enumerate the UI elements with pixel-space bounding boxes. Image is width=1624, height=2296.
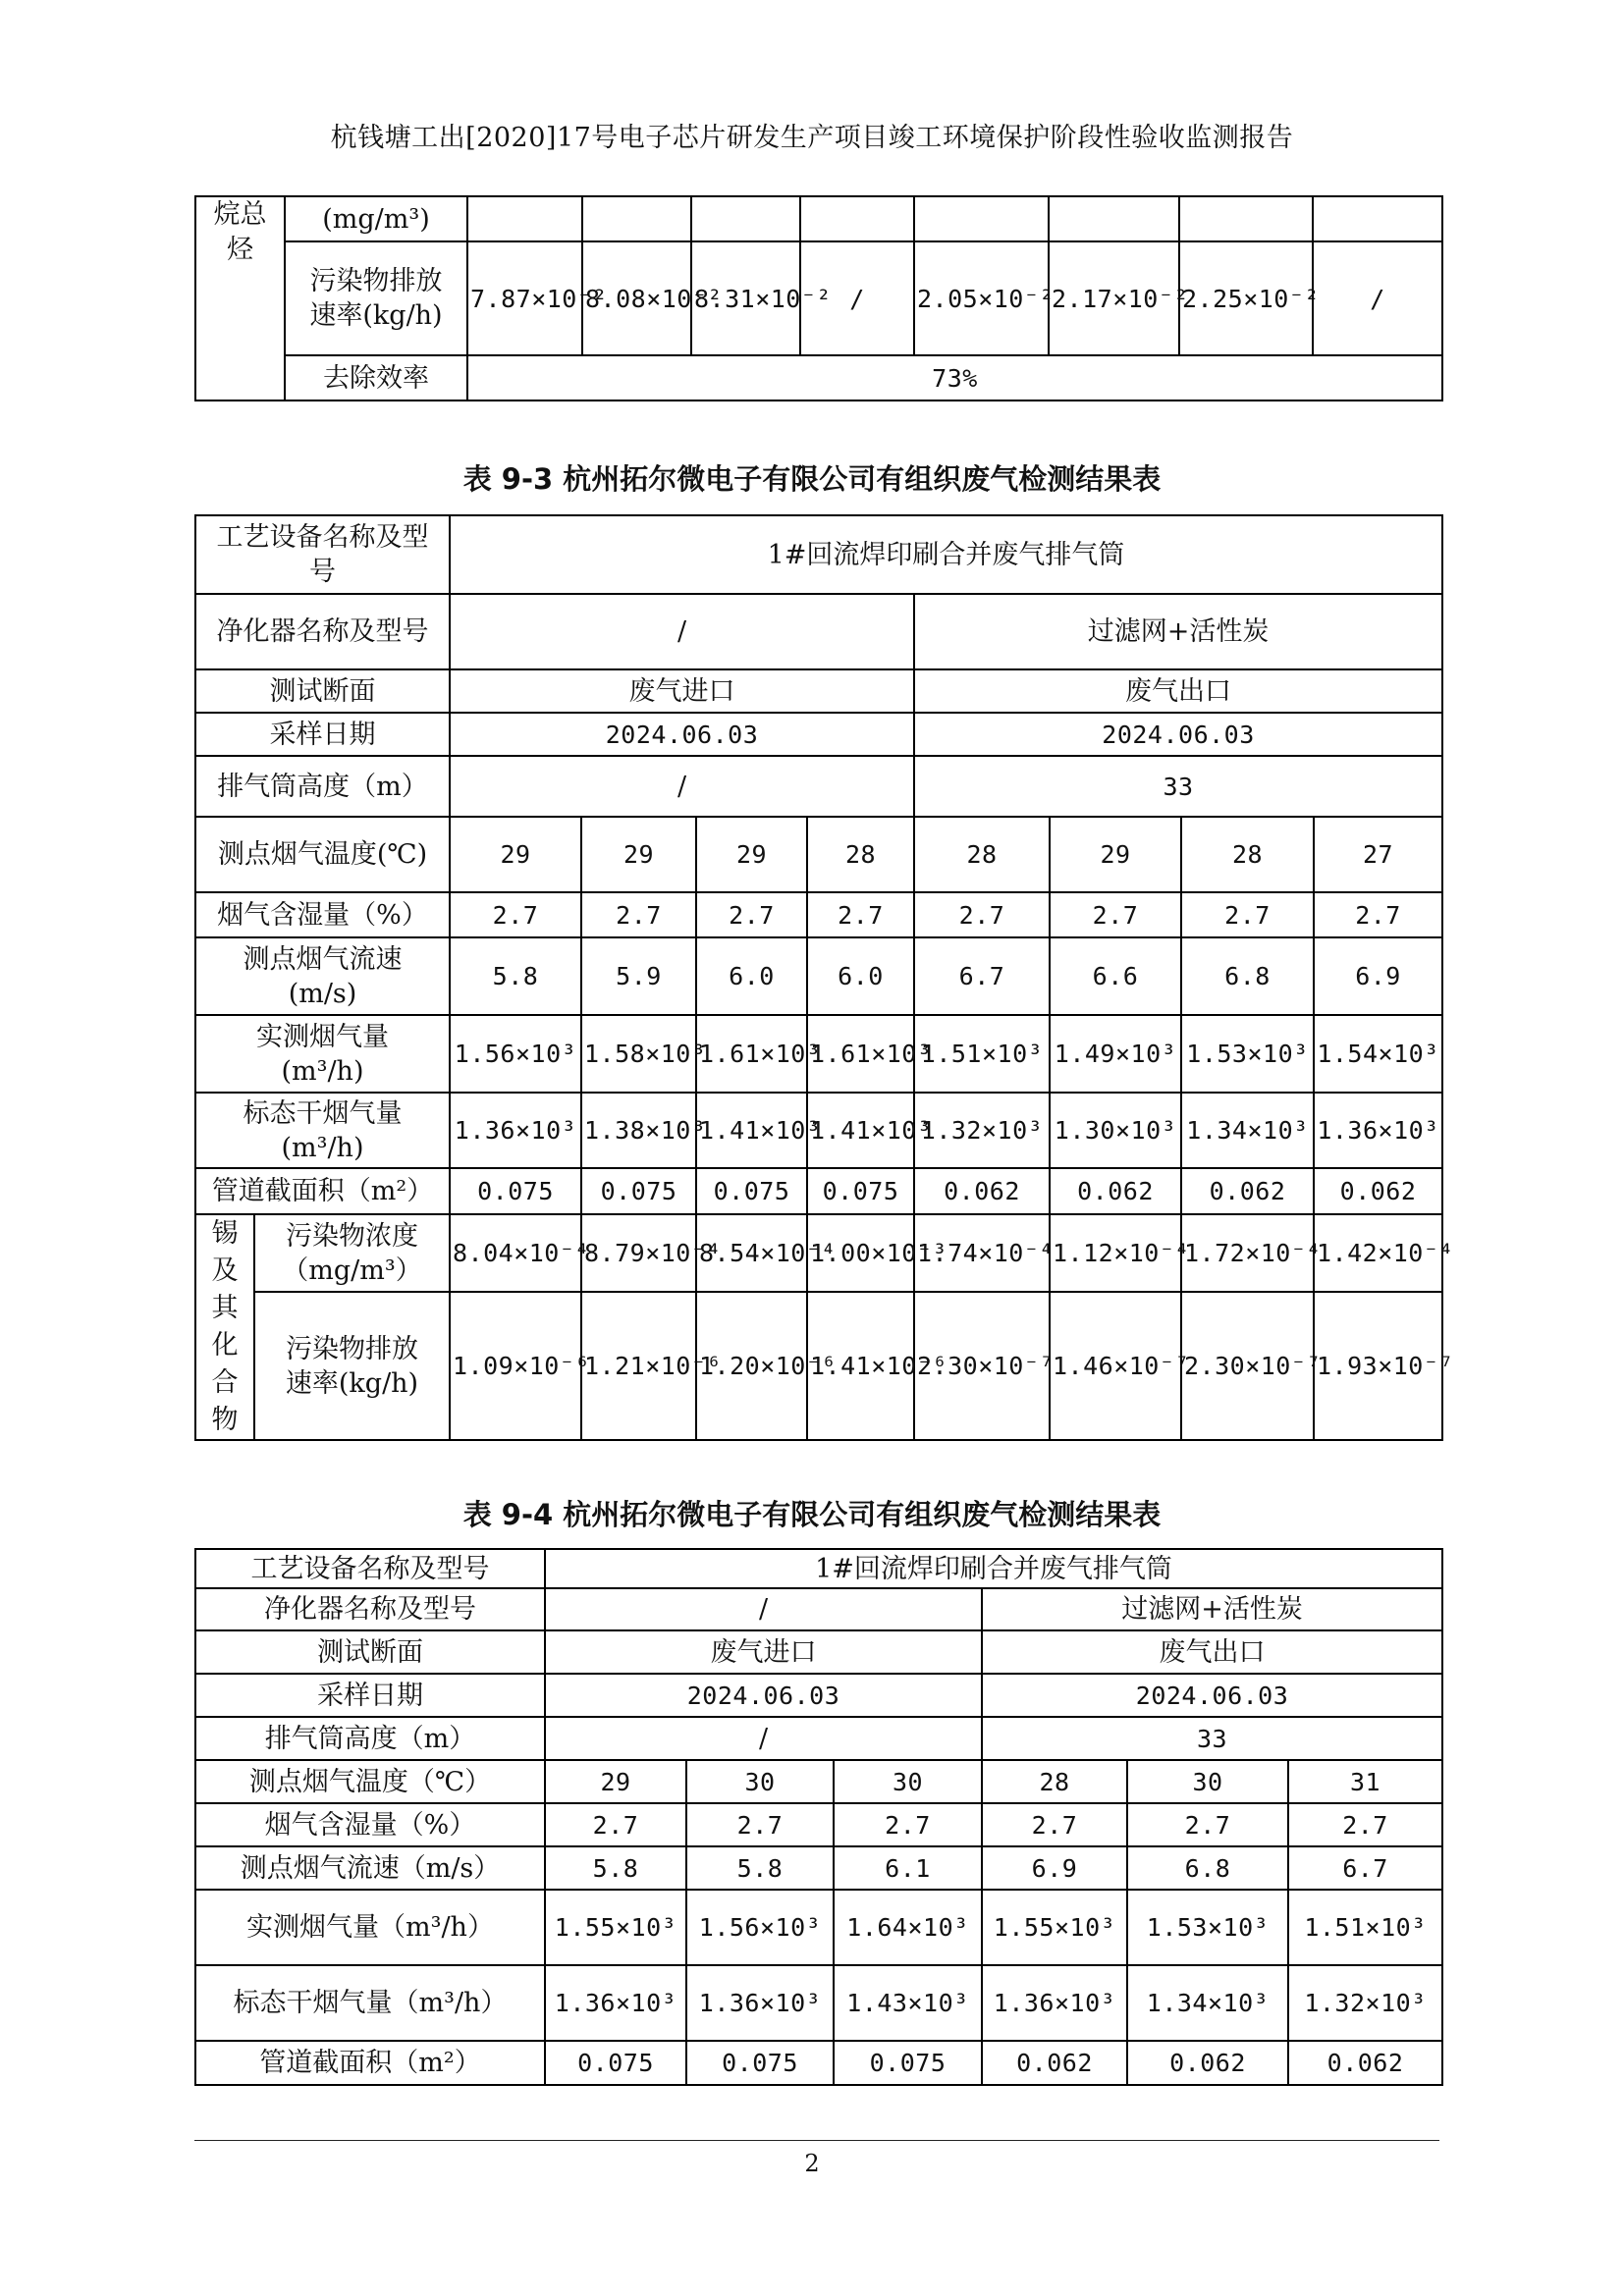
- velocity-value: 6.9: [982, 1846, 1127, 1890]
- table-9-4: [194, 1548, 1443, 2086]
- area-value: 0.062: [1050, 1168, 1181, 1214]
- dry-flow-value: 1.41×10³: [696, 1093, 807, 1168]
- date-outlet: 2024.06.03: [914, 713, 1442, 756]
- rate-value: 1.41×10⁻⁶: [807, 1292, 914, 1440]
- dry-flow-value: 1.34×10³: [1127, 1965, 1288, 2041]
- rate-value: 2.05×10⁻²: [914, 241, 1049, 355]
- date-label: 采样日期: [195, 713, 450, 756]
- rate-value: /: [1313, 241, 1442, 355]
- humidity-value: 2.7: [450, 892, 581, 937]
- height-inlet: /: [545, 1717, 982, 1760]
- page-header: 杭钱塘工出[2020]17号电子芯片研发生产项目竣工环境保护阶段性验收监测报告: [330, 123, 1294, 153]
- dry-flow-label: 标态干烟气量（m³/h）: [195, 1965, 545, 2041]
- conc-value: 1.12×10⁻⁴: [1050, 1214, 1181, 1292]
- rate-value: 7.87×10⁻²: [467, 241, 582, 355]
- humidity-value: 2.7: [1127, 1803, 1288, 1846]
- conc-value: 8.54×10⁻⁴: [696, 1214, 807, 1292]
- temp-value: 30: [834, 1760, 982, 1803]
- temp-value: 29: [696, 817, 807, 892]
- dry-flow-value: 1.36×10³: [982, 1965, 1127, 2041]
- temp-value: 30: [686, 1760, 834, 1803]
- humidity-label: 烟气含湿量（%）: [195, 892, 450, 937]
- temp-value: 28: [982, 1760, 1127, 1803]
- flow-value: 1.54×10³: [1314, 1015, 1442, 1093]
- conc-value: 1.00×10⁻³: [807, 1214, 914, 1292]
- height-outlet: 33: [914, 756, 1442, 817]
- temp-label: 测点烟气温度（℃）: [195, 1760, 545, 1803]
- temp-value: 28: [914, 817, 1050, 892]
- humidity-value: 2.7: [581, 892, 696, 937]
- dry-flow-value: 1.36×10³: [686, 1965, 834, 2041]
- temp-value: 29: [581, 817, 696, 892]
- rate-value: 1.93×10⁻⁷: [1314, 1292, 1442, 1440]
- rate-label: 污染物排放速率(kg/h): [285, 241, 467, 355]
- velocity-value: 5.8: [545, 1846, 686, 1890]
- humidity-value: 2.7: [545, 1803, 686, 1846]
- velocity-value: 6.8: [1181, 937, 1314, 1015]
- conc-value: 8.04×10⁻⁴: [450, 1214, 581, 1292]
- area-value: 0.062: [982, 2041, 1127, 2085]
- flow-value: 1.61×10³: [807, 1015, 914, 1093]
- efficiency-value: 73%: [467, 355, 1442, 400]
- conc-value: 1.74×10⁻⁴: [914, 1214, 1050, 1292]
- humidity-value: 2.7: [686, 1803, 834, 1846]
- temp-label: 测点烟气温度(℃): [195, 817, 450, 892]
- table-9-3-caption: 表 9-3 杭州拓尔微电子有限公司有组织废气检测结果表: [462, 462, 1162, 496]
- purifier-inlet: /: [450, 594, 914, 669]
- equipment-value: 1#回流焊印刷合并废气排气筒: [545, 1549, 1442, 1588]
- height-label: 排气筒高度（m）: [195, 756, 450, 817]
- equipment-value: 1#回流焊印刷合并废气排气筒: [450, 515, 1442, 594]
- height-outlet: 33: [982, 1717, 1442, 1760]
- equipment-label: 工艺设备名称及型号: [195, 1549, 545, 1588]
- dry-flow-value: 1.41×10³: [807, 1093, 914, 1168]
- area-label: 管道截面积（m²）: [195, 2041, 545, 2085]
- area-value: 0.062: [914, 1168, 1050, 1214]
- flow-label: 实测烟气量（m³/h）: [195, 1890, 545, 1965]
- section-inlet: 废气进口: [545, 1630, 982, 1674]
- area-value: 0.075: [581, 1168, 696, 1214]
- velocity-value: 6.0: [807, 937, 914, 1015]
- flow-value: 1.56×10³: [450, 1015, 581, 1093]
- temp-value: 31: [1288, 1760, 1442, 1803]
- humidity-value: 2.7: [807, 892, 914, 937]
- flow-value: 1.64×10³: [834, 1890, 982, 1965]
- temp-value: 28: [1181, 817, 1314, 892]
- flow-value: 1.56×10³: [686, 1890, 834, 1965]
- section-label: 测试断面: [195, 1630, 545, 1674]
- area-value: 0.062: [1314, 1168, 1442, 1214]
- area-value: 0.062: [1181, 1168, 1314, 1214]
- flow-value: 1.55×10³: [982, 1890, 1127, 1965]
- dry-flow-value: 1.38×10³: [581, 1093, 696, 1168]
- flow-value: 1.55×10³: [545, 1890, 686, 1965]
- conc-value: 8.79×10⁻⁴: [581, 1214, 696, 1292]
- section-outlet: 废气出口: [914, 669, 1442, 713]
- pollutant-group-label: 烷总烃: [195, 196, 285, 400]
- dry-flow-value: 1.36×10³: [450, 1093, 581, 1168]
- purifier-outlet: 过滤网+活性炭: [914, 594, 1442, 669]
- rate-label: 污染物排放速率(kg/h): [254, 1292, 450, 1440]
- height-inlet: /: [450, 756, 914, 817]
- dry-flow-label: 标态干烟气量(m³/h): [195, 1093, 450, 1168]
- area-value: 0.075: [686, 2041, 834, 2085]
- dry-flow-value: 1.30×10³: [1050, 1093, 1181, 1168]
- area-label: 管道截面积（m²）: [195, 1168, 450, 1214]
- rate-value: 8.08×10⁻²: [582, 241, 691, 355]
- conc-label: 污染物浓度（mg/m³）: [254, 1214, 450, 1292]
- humidity-value: 2.7: [1050, 892, 1181, 937]
- date-inlet: 2024.06.03: [450, 713, 914, 756]
- dry-flow-value: 1.34×10³: [1181, 1093, 1314, 1168]
- flow-value: 1.49×10³: [1050, 1015, 1181, 1093]
- rate-value: 2.30×10⁻⁷: [914, 1292, 1050, 1440]
- pollutant-group-label: 锡及其化合物: [195, 1214, 254, 1440]
- velocity-value: 6.9: [1314, 937, 1442, 1015]
- footer-rule: [194, 2140, 1439, 2141]
- velocity-label: 测点烟气流速(m/s): [195, 937, 450, 1015]
- velocity-value: 6.6: [1050, 937, 1181, 1015]
- purifier-outlet: 过滤网+活性炭: [982, 1588, 1442, 1630]
- area-value: 0.075: [834, 2041, 982, 2085]
- rate-value: 2.30×10⁻⁷: [1181, 1292, 1314, 1440]
- purifier-inlet: /: [545, 1588, 982, 1630]
- velocity-value: 5.8: [686, 1846, 834, 1890]
- area-value: 0.075: [450, 1168, 581, 1214]
- humidity-value: 2.7: [696, 892, 807, 937]
- dry-flow-value: 1.32×10³: [1288, 1965, 1442, 2041]
- flow-value: 1.51×10³: [1288, 1890, 1442, 1965]
- section-outlet: 废气出口: [982, 1630, 1442, 1674]
- area-value: 0.062: [1288, 2041, 1442, 2085]
- velocity-value: 5.8: [450, 937, 581, 1015]
- humidity-value: 2.7: [834, 1803, 982, 1846]
- conc-value: 1.72×10⁻⁴: [1181, 1214, 1314, 1292]
- rate-value: /: [800, 241, 914, 355]
- section-inlet: 废气进口: [450, 669, 914, 713]
- humidity-value: 2.7: [914, 892, 1050, 937]
- efficiency-label: 去除效率: [285, 355, 467, 400]
- humidity-label: 烟气含湿量（%）: [195, 1803, 545, 1846]
- date-outlet: 2024.06.03: [982, 1674, 1442, 1717]
- rate-value: 2.25×10⁻²: [1179, 241, 1313, 355]
- rate-value: 8.31×10⁻²: [691, 241, 800, 355]
- velocity-label: 测点烟气流速（m/s）: [195, 1846, 545, 1890]
- temp-value: 30: [1127, 1760, 1288, 1803]
- temp-value: 29: [1050, 817, 1181, 892]
- flow-value: 1.53×10³: [1127, 1890, 1288, 1965]
- flow-value: 1.61×10³: [696, 1015, 807, 1093]
- table-9-4-caption: 表 9-4 杭州拓尔微电子有限公司有组织废气检测结果表: [462, 1498, 1162, 1531]
- area-value: 0.062: [1127, 2041, 1288, 2085]
- area-value: 0.075: [696, 1168, 807, 1214]
- dry-flow-value: 1.36×10³: [1314, 1093, 1442, 1168]
- height-label: 排气筒高度（m）: [195, 1717, 545, 1760]
- purifier-label: 净化器名称及型号: [195, 1588, 545, 1630]
- dry-flow-value: 1.43×10³: [834, 1965, 982, 2041]
- humidity-value: 2.7: [1181, 892, 1314, 937]
- humidity-value: 2.7: [1314, 892, 1442, 937]
- humidity-value: 2.7: [982, 1803, 1127, 1846]
- velocity-value: 6.0: [696, 937, 807, 1015]
- dry-flow-value: 1.32×10³: [914, 1093, 1050, 1168]
- date-label: 采样日期: [195, 1674, 545, 1717]
- rate-value: 1.21×10⁻⁶: [581, 1292, 696, 1440]
- dry-flow-value: 1.36×10³: [545, 1965, 686, 2041]
- flow-value: 1.51×10³: [914, 1015, 1050, 1093]
- rate-value: 1.09×10⁻⁶: [450, 1292, 581, 1440]
- flow-value: 1.53×10³: [1181, 1015, 1314, 1093]
- date-inlet: 2024.06.03: [545, 1674, 982, 1717]
- table-continued: [194, 195, 1443, 401]
- velocity-value: 6.7: [1288, 1846, 1442, 1890]
- purifier-label: 净化器名称及型号: [195, 594, 450, 669]
- rate-value: 1.46×10⁻⁷: [1050, 1292, 1181, 1440]
- humidity-value: 2.7: [1288, 1803, 1442, 1846]
- velocity-value: 6.8: [1127, 1846, 1288, 1890]
- temp-value: 27: [1314, 817, 1442, 892]
- page-number: 2: [804, 2150, 820, 2177]
- temp-value: 29: [450, 817, 581, 892]
- temp-value: 28: [807, 817, 914, 892]
- velocity-value: 5.9: [581, 937, 696, 1015]
- rate-value: 2.17×10⁻²: [1049, 241, 1179, 355]
- table-9-3: [194, 514, 1454, 1441]
- conc-value: 1.42×10⁻⁴: [1314, 1214, 1442, 1292]
- velocity-value: 6.7: [914, 937, 1050, 1015]
- velocity-value: 6.1: [834, 1846, 982, 1890]
- area-value: 0.075: [807, 1168, 914, 1214]
- flow-value: 1.58×10³: [581, 1015, 696, 1093]
- rate-value: 1.20×10⁻⁶: [696, 1292, 807, 1440]
- section-label: 测试断面: [195, 669, 450, 713]
- area-value: 0.075: [545, 2041, 686, 2085]
- equipment-label: 工艺设备名称及型号: [195, 515, 450, 594]
- temp-value: 29: [545, 1760, 686, 1803]
- unit-row-label: (mg/m³): [285, 196, 467, 241]
- flow-label: 实测烟气量(m³/h): [195, 1015, 450, 1093]
